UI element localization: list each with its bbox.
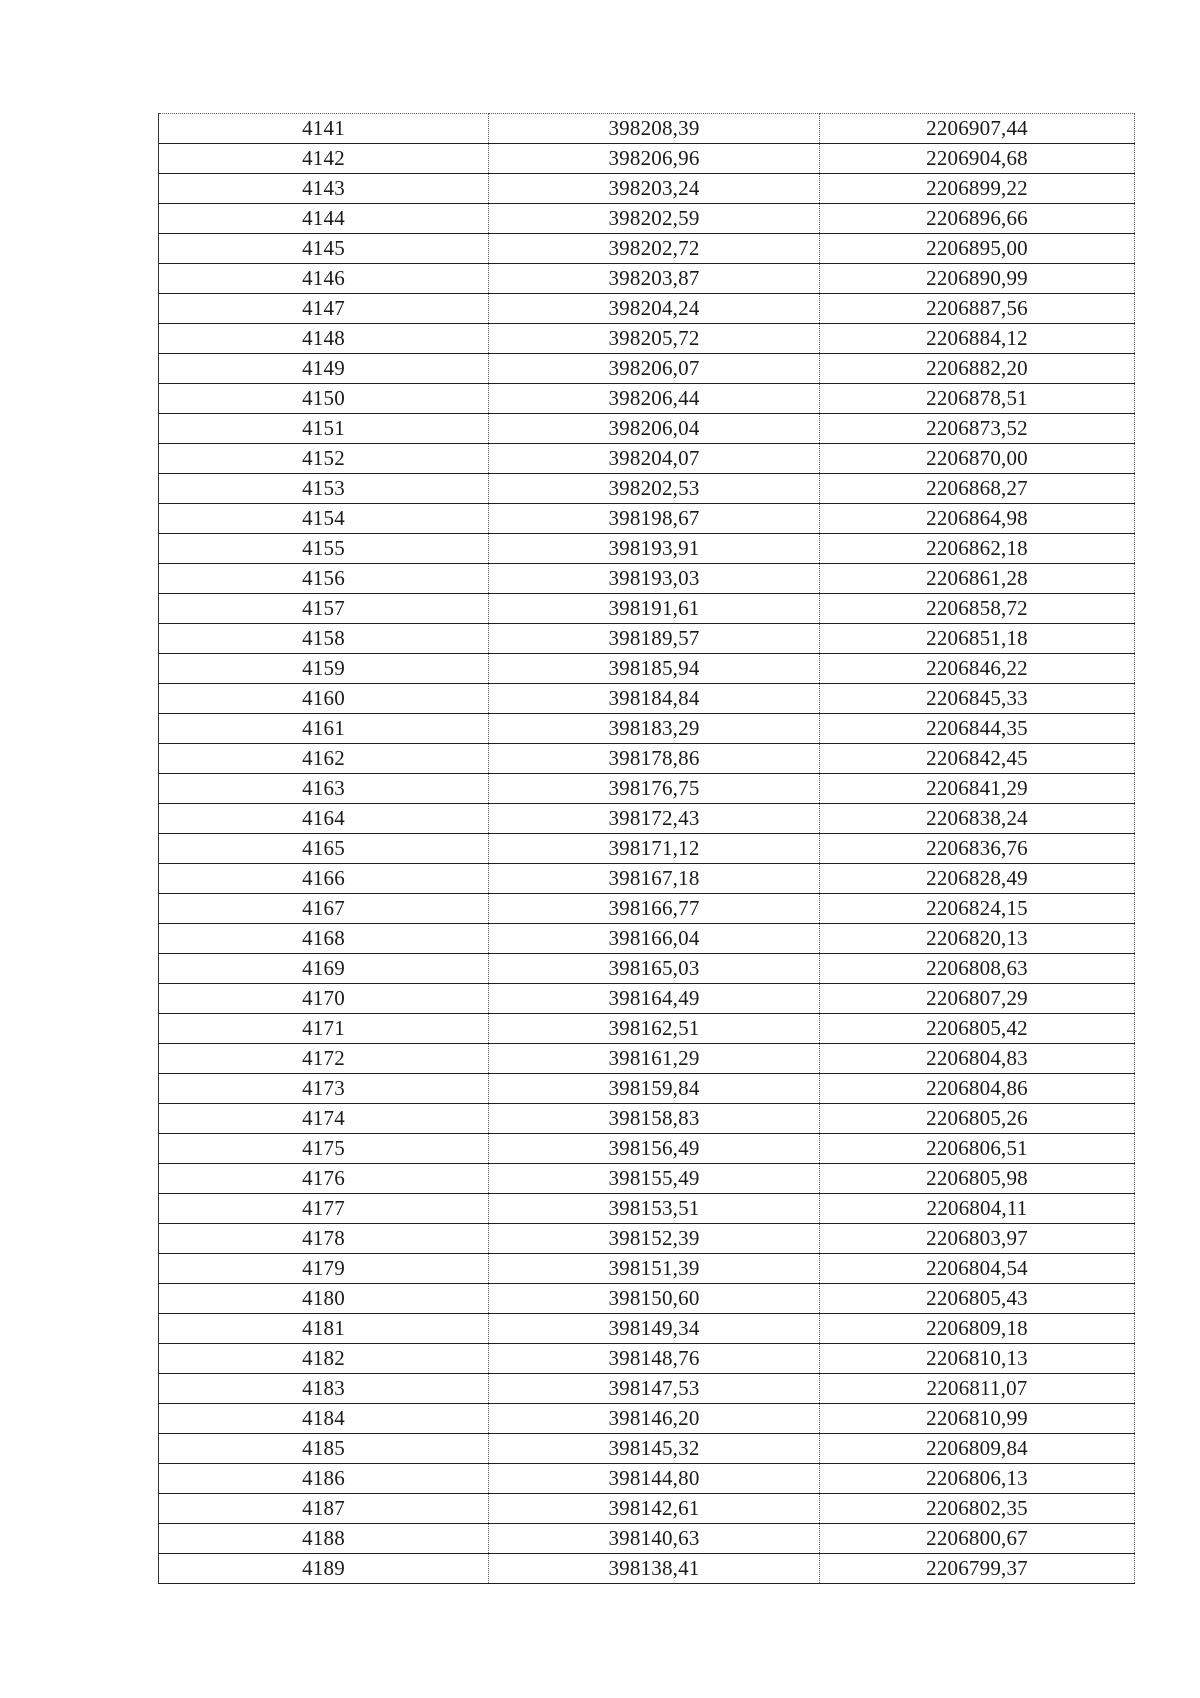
x-coordinate-cell: 398167,18 [489,864,820,894]
table-row [159,1134,1135,1164]
table-row [159,114,1135,144]
table-row [159,864,1135,894]
x-coordinate-cell: 398162,51 [489,1014,820,1044]
point-number-cell: 4179 [159,1254,489,1284]
table-row [159,504,1135,534]
x-coordinate-cell: 398147,53 [489,1374,820,1404]
y-coordinate-cell: 2206809,84 [820,1434,1135,1464]
x-coordinate-cell: 398206,07 [489,354,820,384]
y-coordinate-cell: 2206810,99 [820,1404,1135,1434]
table-row [159,444,1135,474]
point-number-cell: 4177 [159,1194,489,1224]
x-coordinate-cell: 398166,04 [489,924,820,954]
y-coordinate-cell: 2206846,22 [820,654,1135,684]
table-row [159,684,1135,714]
point-number-cell: 4170 [159,984,489,1014]
y-coordinate-cell: 2206861,28 [820,564,1135,594]
y-coordinate-cell: 2206882,20 [820,354,1135,384]
table-row [159,1194,1135,1224]
y-coordinate-cell: 2206802,35 [820,1494,1135,1524]
y-coordinate-cell: 2206873,52 [820,414,1135,444]
x-coordinate-cell: 398153,51 [489,1194,820,1224]
table-row [159,1044,1135,1074]
x-coordinate-cell: 398148,76 [489,1344,820,1374]
point-number-cell: 4146 [159,264,489,294]
point-number-cell: 4172 [159,1044,489,1074]
table-row [159,714,1135,744]
table-row [159,654,1135,684]
table-row [159,204,1135,234]
point-number-cell: 4143 [159,174,489,204]
x-coordinate-cell: 398158,83 [489,1104,820,1134]
x-coordinate-cell: 398191,61 [489,594,820,624]
y-coordinate-cell: 2206799,37 [820,1554,1135,1584]
x-coordinate-cell: 398156,49 [489,1134,820,1164]
point-number-cell: 4144 [159,204,489,234]
point-number-cell: 4174 [159,1104,489,1134]
y-coordinate-cell: 2206809,18 [820,1314,1135,1344]
table-row [159,294,1135,324]
point-number-cell: 4187 [159,1494,489,1524]
table-row [159,474,1135,504]
y-coordinate-cell: 2206851,18 [820,624,1135,654]
point-number-cell: 4189 [159,1554,489,1584]
table-row [159,1404,1135,1434]
y-coordinate-cell: 2206841,29 [820,774,1135,804]
table-row [159,594,1135,624]
x-coordinate-cell: 398184,84 [489,684,820,714]
table-row [159,264,1135,294]
y-coordinate-cell: 2206811,07 [820,1374,1135,1404]
point-number-cell: 4173 [159,1074,489,1104]
y-coordinate-cell: 2206828,49 [820,864,1135,894]
y-coordinate-cell: 2206904,68 [820,144,1135,174]
x-coordinate-cell: 398183,29 [489,714,820,744]
point-number-cell: 4141 [159,114,489,144]
x-coordinate-cell: 398206,04 [489,414,820,444]
x-coordinate-cell: 398142,61 [489,1494,820,1524]
point-number-cell: 4151 [159,414,489,444]
y-coordinate-cell: 2206804,11 [820,1194,1135,1224]
point-number-cell: 4159 [159,654,489,684]
x-coordinate-cell: 398150,60 [489,1284,820,1314]
y-coordinate-cell: 2206864,98 [820,504,1135,534]
table-row [159,624,1135,654]
table-row [159,954,1135,984]
y-coordinate-cell: 2206804,86 [820,1074,1135,1104]
table-row [159,1254,1135,1284]
y-coordinate-cell: 2206805,26 [820,1104,1135,1134]
table-row [159,354,1135,384]
y-coordinate-cell: 2206845,33 [820,684,1135,714]
table-row [159,894,1135,924]
y-coordinate-cell: 2206870,00 [820,444,1135,474]
x-coordinate-cell: 398204,24 [489,294,820,324]
x-coordinate-cell: 398155,49 [489,1164,820,1194]
table-row [159,234,1135,264]
table-row [159,174,1135,204]
x-coordinate-cell: 398193,03 [489,564,820,594]
y-coordinate-cell: 2206804,54 [820,1254,1135,1284]
y-coordinate-cell: 2206810,13 [820,1344,1135,1374]
x-coordinate-cell: 398205,72 [489,324,820,354]
point-number-cell: 4161 [159,714,489,744]
table-row [159,1284,1135,1314]
y-coordinate-cell: 2206805,98 [820,1164,1135,1194]
point-number-cell: 4148 [159,324,489,354]
x-coordinate-cell: 398193,91 [489,534,820,564]
point-number-cell: 4169 [159,954,489,984]
point-number-cell: 4176 [159,1164,489,1194]
table-row [159,1524,1135,1554]
point-number-cell: 4165 [159,834,489,864]
y-coordinate-cell: 2206806,13 [820,1464,1135,1494]
table-row [159,384,1135,414]
table-row [159,774,1135,804]
y-coordinate-cell: 2206878,51 [820,384,1135,414]
point-number-cell: 4157 [159,594,489,624]
table-row [159,1314,1135,1344]
x-coordinate-cell: 398203,24 [489,174,820,204]
point-number-cell: 4153 [159,474,489,504]
x-coordinate-cell: 398208,39 [489,114,820,144]
x-coordinate-cell: 398198,67 [489,504,820,534]
point-number-cell: 4164 [159,804,489,834]
x-coordinate-cell: 398146,20 [489,1404,820,1434]
point-number-cell: 4178 [159,1224,489,1254]
x-coordinate-cell: 398164,49 [489,984,820,1014]
x-coordinate-cell: 398171,12 [489,834,820,864]
point-number-cell: 4150 [159,384,489,414]
y-coordinate-cell: 2206824,15 [820,894,1135,924]
table-row [159,744,1135,774]
y-coordinate-cell: 2206804,83 [820,1044,1135,1074]
table-row [159,1074,1135,1104]
x-coordinate-cell: 398202,59 [489,204,820,234]
point-number-cell: 4168 [159,924,489,954]
point-number-cell: 4154 [159,504,489,534]
x-coordinate-cell: 398185,94 [489,654,820,684]
point-number-cell: 4182 [159,1344,489,1374]
y-coordinate-cell: 2206890,99 [820,264,1135,294]
y-coordinate-cell: 2206858,72 [820,594,1135,624]
y-coordinate-cell: 2206800,67 [820,1524,1135,1554]
table-row [159,1014,1135,1044]
y-coordinate-cell: 2206895,00 [820,234,1135,264]
y-coordinate-cell: 2206805,43 [820,1284,1135,1314]
x-coordinate-cell: 398151,39 [489,1254,820,1284]
point-number-cell: 4186 [159,1464,489,1494]
table-row [159,1494,1135,1524]
y-coordinate-cell: 2206884,12 [820,324,1135,354]
x-coordinate-cell: 398145,32 [489,1434,820,1464]
point-number-cell: 4185 [159,1434,489,1464]
point-number-cell: 4142 [159,144,489,174]
y-coordinate-cell: 2206805,42 [820,1014,1135,1044]
x-coordinate-cell: 398165,03 [489,954,820,984]
table-row [159,984,1135,1014]
x-coordinate-cell: 398140,63 [489,1524,820,1554]
point-number-cell: 4180 [159,1284,489,1314]
point-number-cell: 4175 [159,1134,489,1164]
x-coordinate-cell: 398202,72 [489,234,820,264]
point-number-cell: 4188 [159,1524,489,1554]
point-number-cell: 4171 [159,1014,489,1044]
x-coordinate-cell: 398203,87 [489,264,820,294]
table-row [159,1434,1135,1464]
y-coordinate-cell: 2206862,18 [820,534,1135,564]
y-coordinate-cell: 2206820,13 [820,924,1135,954]
coordinate-table [158,113,1135,1584]
coordinate-table-body [159,114,1135,1584]
table-row [159,1464,1135,1494]
x-coordinate-cell: 398178,86 [489,744,820,774]
y-coordinate-cell: 2206887,56 [820,294,1135,324]
x-coordinate-cell: 398161,29 [489,1044,820,1074]
point-number-cell: 4145 [159,234,489,264]
table-row [159,414,1135,444]
point-number-cell: 4152 [159,444,489,474]
y-coordinate-cell: 2206807,29 [820,984,1135,1014]
x-coordinate-cell: 398202,53 [489,474,820,504]
y-coordinate-cell: 2206899,22 [820,174,1135,204]
table-row [159,924,1135,954]
x-coordinate-cell: 398172,43 [489,804,820,834]
table-row [159,1554,1135,1584]
x-coordinate-cell: 398138,41 [489,1554,820,1584]
table-row [159,804,1135,834]
y-coordinate-cell: 2206838,24 [820,804,1135,834]
point-number-cell: 4156 [159,564,489,594]
table-row [159,1104,1135,1134]
x-coordinate-cell: 398149,34 [489,1314,820,1344]
table-row [159,1374,1135,1404]
x-coordinate-cell: 398159,84 [489,1074,820,1104]
x-coordinate-cell: 398189,57 [489,624,820,654]
table-row [159,324,1135,354]
point-number-cell: 4163 [159,774,489,804]
point-number-cell: 4147 [159,294,489,324]
table-row [159,564,1135,594]
x-coordinate-cell: 398144,80 [489,1464,820,1494]
point-number-cell: 4166 [159,864,489,894]
y-coordinate-cell: 2206896,66 [820,204,1135,234]
point-number-cell: 4181 [159,1314,489,1344]
x-coordinate-cell: 398166,77 [489,894,820,924]
y-coordinate-cell: 2206803,97 [820,1224,1135,1254]
point-number-cell: 4160 [159,684,489,714]
table-row [159,1344,1135,1374]
y-coordinate-cell: 2206907,44 [820,114,1135,144]
table-row [159,1164,1135,1194]
y-coordinate-cell: 2206808,63 [820,954,1135,984]
x-coordinate-cell: 398206,44 [489,384,820,414]
table-row [159,144,1135,174]
table-row [159,1224,1135,1254]
table-row [159,834,1135,864]
y-coordinate-cell: 2206868,27 [820,474,1135,504]
point-number-cell: 4167 [159,894,489,924]
point-number-cell: 4162 [159,744,489,774]
y-coordinate-cell: 2206836,76 [820,834,1135,864]
x-coordinate-cell: 398152,39 [489,1224,820,1254]
x-coordinate-cell: 398206,96 [489,144,820,174]
point-number-cell: 4183 [159,1374,489,1404]
x-coordinate-cell: 398204,07 [489,444,820,474]
y-coordinate-cell: 2206842,45 [820,744,1135,774]
table-row [159,534,1135,564]
y-coordinate-cell: 2206806,51 [820,1134,1135,1164]
y-coordinate-cell: 2206844,35 [820,714,1135,744]
x-coordinate-cell: 398176,75 [489,774,820,804]
point-number-cell: 4149 [159,354,489,384]
point-number-cell: 4184 [159,1404,489,1434]
point-number-cell: 4158 [159,624,489,654]
point-number-cell: 4155 [159,534,489,564]
